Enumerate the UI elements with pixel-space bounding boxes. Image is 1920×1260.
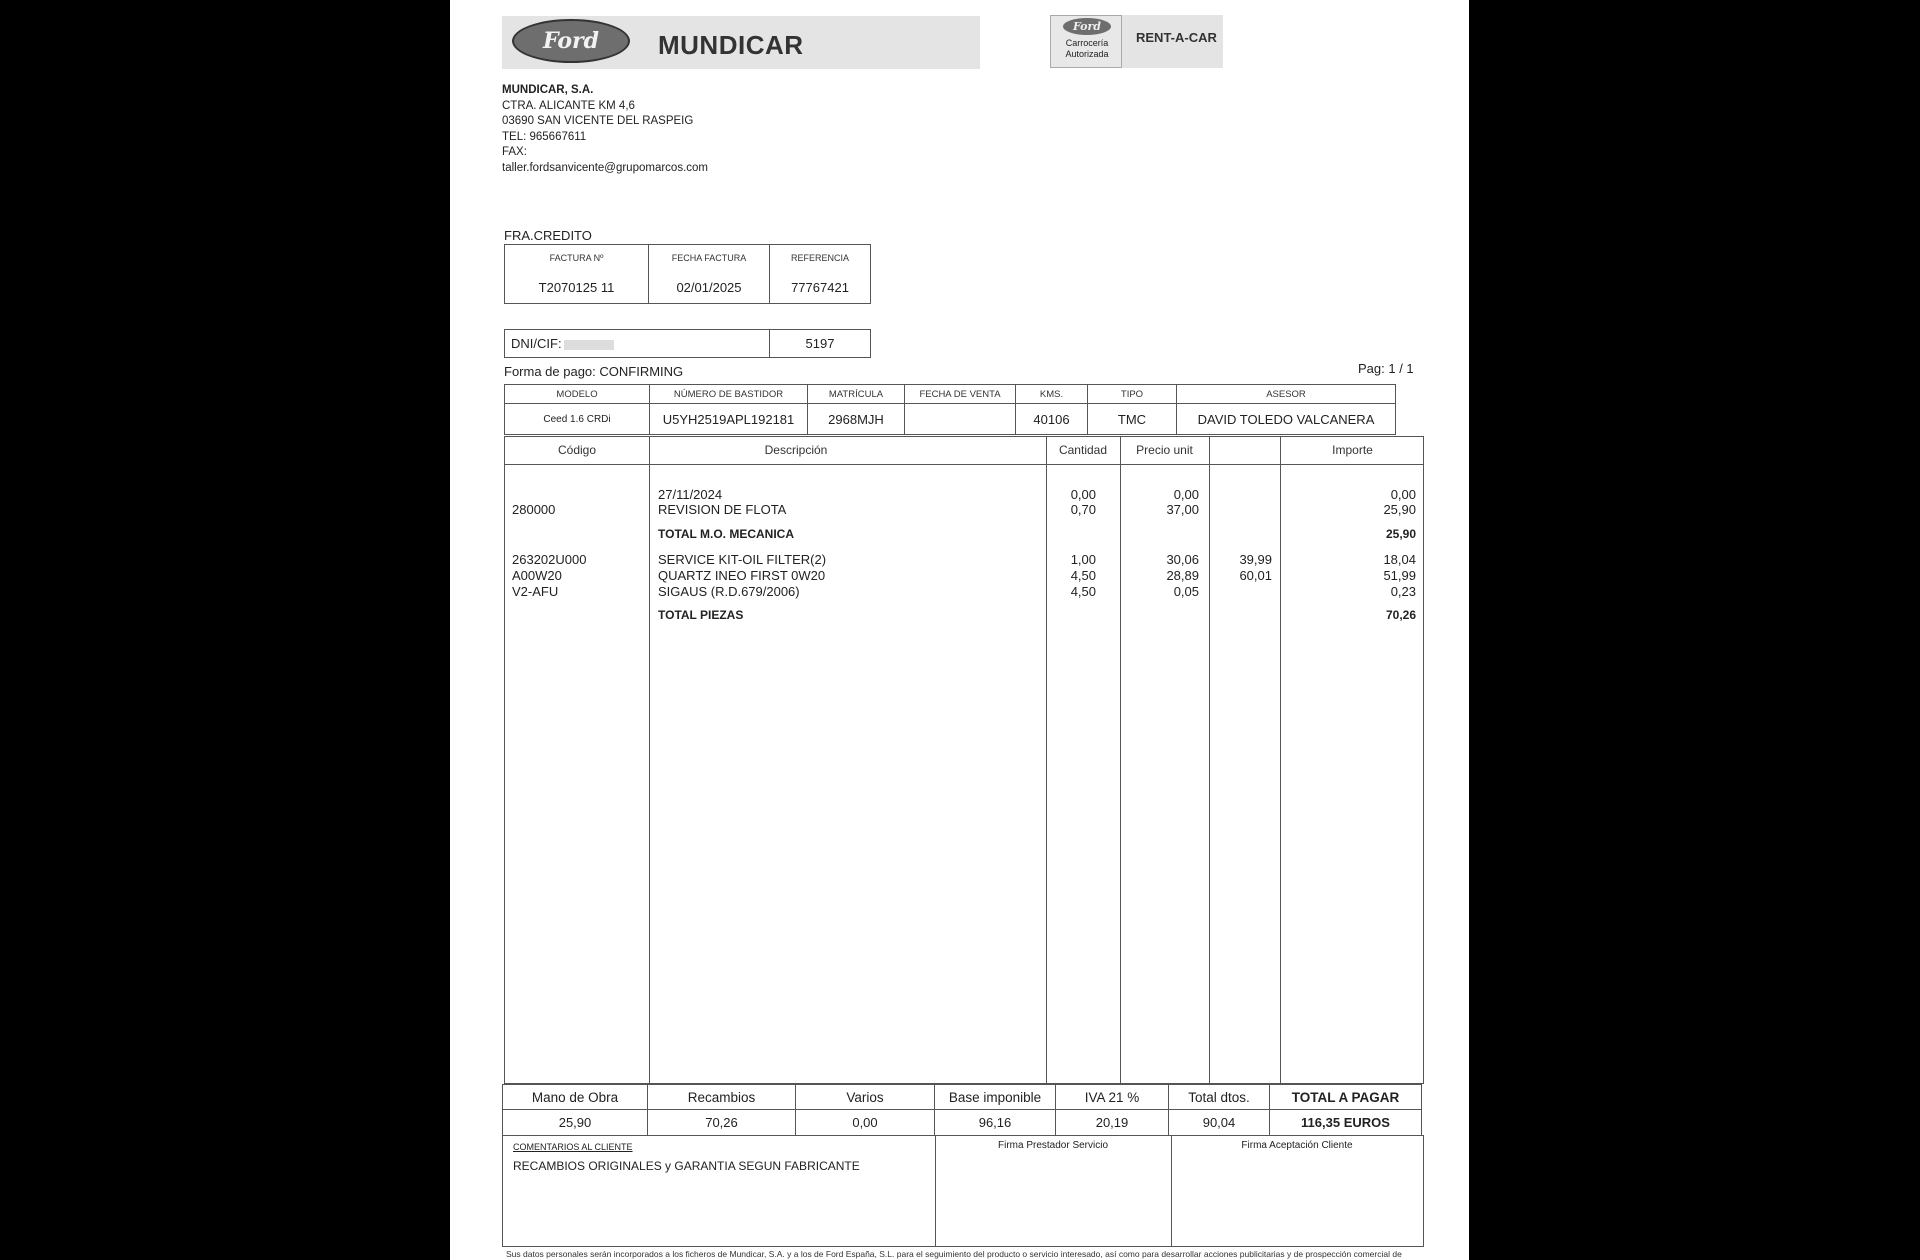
vehicle-sale-date xyxy=(905,404,1016,435)
payment-method: Forma de pago: CONFIRMING xyxy=(504,364,684,379)
dni-table xyxy=(504,329,871,358)
vehicle-plate: 2968MJH xyxy=(808,404,905,435)
vehicle-header: KMS. xyxy=(1016,385,1088,404)
total-a-pagar-value: 116,35 EUROS xyxy=(1270,1110,1422,1136)
totals-header: Recambios xyxy=(648,1085,796,1110)
line-description: SERVICE KIT-OIL FILTER(2) xyxy=(658,552,827,567)
ford-badge-logo: Ford xyxy=(1063,18,1111,35)
vehicle-kms: 40106 xyxy=(1016,404,1088,435)
line-amount: 18,04 xyxy=(1383,552,1416,567)
line-items-box xyxy=(504,436,1424,1084)
vehicle-model: Ceed 1.6 CRDi xyxy=(505,404,650,435)
line-description: REVISION DE FLOTA xyxy=(658,502,787,517)
ford-logo: Ford xyxy=(512,19,630,63)
brand-name: MUNDICAR xyxy=(658,30,804,60)
precio-header: Precio unit xyxy=(1136,443,1193,457)
company-email: taller.fordsanvicente@grupomarcos.com xyxy=(502,161,708,174)
line-amount: 51,99 xyxy=(1383,568,1416,583)
totals-header: Mano de Obra xyxy=(503,1085,648,1110)
line-price: 0,05 xyxy=(1173,584,1199,599)
company-address: CTRA. ALICANTE KM 4,6 xyxy=(502,99,635,112)
line-code: A00W20 xyxy=(512,568,562,583)
factura-cell: FACTURA Nº T2070125 11 xyxy=(505,245,649,304)
line-description: QUARTZ INEO FIRST 0W20 xyxy=(658,568,826,583)
line-price: 28,89 xyxy=(1166,568,1199,583)
totals-header: Varios xyxy=(796,1085,935,1110)
fecha-cell: FECHA FACTURA 02/01/2025 xyxy=(649,245,770,304)
line-description: SIGAUS (R.D.679/2006) xyxy=(658,584,800,599)
codigo-header: Código xyxy=(557,443,597,457)
line-quantity: 4,50 xyxy=(1070,584,1096,599)
rent-a-car-label: RENT-A-CAR xyxy=(1122,15,1223,68)
base-imponible-value: 96,16 xyxy=(935,1110,1056,1136)
recambios-value: 70,26 xyxy=(648,1110,796,1136)
totals-header: IVA 21 % xyxy=(1056,1085,1169,1110)
line-price: 30,06 xyxy=(1166,552,1199,567)
badge-text: Carrocería Autorizada xyxy=(1065,38,1109,59)
varios-value: 0,00 xyxy=(796,1110,935,1136)
company-city: 03690 SAN VICENTE DEL RASPEIG xyxy=(502,115,694,127)
vehicle-header: TIPO xyxy=(1088,385,1177,404)
comments-heading: COMENTARIOS AL CLIENTE xyxy=(513,1142,633,1152)
subtotal-label: TOTAL PIEZAS xyxy=(658,608,744,622)
totals-table xyxy=(502,1084,1422,1136)
line-price: 37,00 xyxy=(1166,502,1199,517)
line-quantity: 4,50 xyxy=(1070,568,1096,583)
legal-footer: Sus datos personales serán incorporados a los ficheros de Mundicar, S.A. y a los de Ford España, S.L. para el seguimiento del producto o servicio interesado, así como para desarrollar acciones publicitarias y de prospección comercial de xyxy=(506,1249,1402,1259)
vehicle-table xyxy=(504,384,1396,435)
page-number: Pag: 1 / 1 xyxy=(1358,361,1414,376)
mano-obra-value: 25,90 xyxy=(503,1110,648,1136)
line-price: 0,00 xyxy=(1173,487,1199,502)
total-dtos-value: 90,04 xyxy=(1169,1110,1270,1136)
vehicle-header: MATRÍCULA xyxy=(808,385,905,404)
line-quantity: 1,00 xyxy=(1070,552,1096,567)
iva-value: 20,19 xyxy=(1056,1110,1169,1136)
line-quantity: 0,70 xyxy=(1070,502,1096,517)
line-code: 263202U000 xyxy=(512,552,587,567)
invoice-page xyxy=(450,0,1469,1260)
line-amount: 25,90 xyxy=(1383,502,1416,517)
vehicle-vin: U5YH2519APL192181 xyxy=(650,404,808,435)
line-quantity: 0,00 xyxy=(1070,487,1096,502)
totals-header: Total dtos. xyxy=(1169,1085,1270,1110)
vehicle-type: TMC xyxy=(1088,404,1177,435)
line-discount: 60,01 xyxy=(1239,568,1272,583)
invoice-meta-table xyxy=(504,244,871,304)
totals-header: Base imponible xyxy=(935,1085,1056,1110)
subtotal-amount: 25,90 xyxy=(1385,527,1416,541)
comments-text: RECAMBIOS ORIGINALES y GARANTIA SEGUN FABRICANTE xyxy=(513,1159,860,1173)
vehicle-advisor: DAVID TOLEDO VALCANERA xyxy=(1177,404,1396,435)
vehicle-header: NÚMERO DE BASTIDOR xyxy=(650,385,808,404)
firma-prestador: Firma Prestador Servicio xyxy=(997,1140,1109,1151)
line-description: 27/11/2024 xyxy=(658,487,723,502)
carroceria-badge xyxy=(1050,15,1122,68)
referencia-cell: REFERENCIA 77767421 xyxy=(770,245,871,304)
subtotal-label: TOTAL M.O. MECANICA xyxy=(658,527,794,541)
redacted-dni xyxy=(564,340,614,350)
company-tel: TEL: 965667611 xyxy=(502,130,587,143)
descripcion-header: Descripción xyxy=(764,443,828,457)
firma-cliente: Firma Aceptación Cliente xyxy=(1241,1140,1353,1151)
vehicle-header: ASESOR xyxy=(1177,385,1396,404)
line-code: 280000 xyxy=(512,502,556,517)
line-amount: 0,00 xyxy=(1390,487,1416,502)
subtotal-amount: 70,26 xyxy=(1385,608,1416,622)
dto-header xyxy=(1209,437,1280,464)
cantidad-header: Cantidad xyxy=(1058,443,1108,457)
company-fax: FAX: xyxy=(502,146,527,158)
comments-box xyxy=(502,1135,1424,1247)
dni-code: 5197 xyxy=(770,330,871,358)
vehicle-header: FECHA DE VENTA xyxy=(905,385,1016,404)
company-name: MUNDICAR, S.A. xyxy=(502,84,594,96)
dni-cell: DNI/CIF: xyxy=(505,330,770,358)
importe-header: Importe xyxy=(1332,443,1373,457)
company-info xyxy=(502,83,708,176)
line-discount: 39,99 xyxy=(1239,552,1272,567)
line-code: V2-AFU xyxy=(512,584,559,599)
total-a-pagar-header: TOTAL A PAGAR xyxy=(1270,1085,1422,1110)
vehicle-header: MODELO xyxy=(505,385,650,404)
document-type: FRA.CREDITO xyxy=(504,228,592,243)
line-amount: 0,23 xyxy=(1390,584,1416,599)
